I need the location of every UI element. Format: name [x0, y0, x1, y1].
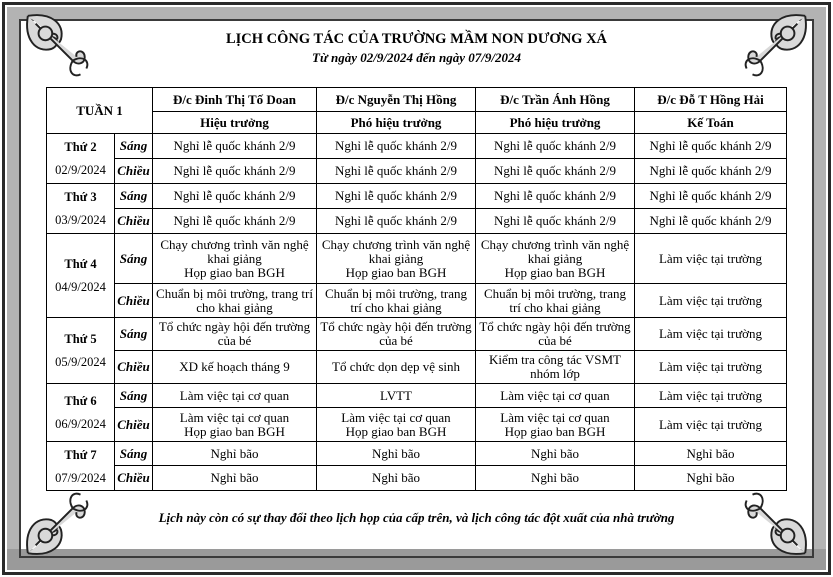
schedule-cell: Nghỉ lễ quốc khánh 2/9: [153, 134, 317, 159]
schedule-cell: Làm việc tại cơ quan Họp giao ban BGH: [153, 408, 317, 442]
schedule-cell: Tổ chức ngày hội đến trường của bé: [476, 318, 635, 351]
day-name: Thứ 4: [64, 257, 97, 271]
day-cell: [47, 134, 115, 184]
footer-note: Lịch này còn có sự thay đổi theo lịch họp của cấp trên, và lịch công tác đột xuất của nhà trường: [158, 510, 675, 525]
session-label: Sáng: [115, 234, 153, 284]
session-label: Chiều: [115, 159, 153, 184]
schedule-cell: Nghỉ lễ quốc khánh 2/9: [635, 159, 787, 184]
session-label: Sáng: [115, 384, 153, 408]
schedule-cell: Làm việc tại cơ quan Họp giao ban BGH: [317, 408, 476, 442]
session-label: Chiều: [115, 408, 153, 442]
session-label: Sáng: [115, 184, 153, 209]
schedule-row: [47, 234, 787, 284]
session-label: Sáng: [115, 318, 153, 351]
schedule-cell: Tổ chức ngày hội đến trường của bé: [317, 318, 476, 351]
schedule-cell: LVTT: [317, 384, 476, 408]
schedule-cell: Làm việc tại cơ quan: [476, 384, 635, 408]
staff-role-3: Phó hiệu trưởng: [476, 112, 635, 134]
schedule-cell: Làm việc tại trường: [635, 234, 787, 284]
schedule-cell: Nghỉ bão: [476, 466, 635, 491]
document-date-range: Từ ngày 02/9/2024 đến ngày 07/9/2024: [312, 50, 521, 65]
staff-name-2: Đ/c Nguyễn Thị Hồng: [317, 88, 476, 112]
schedule-cell: Nghỉ bão: [153, 466, 317, 491]
schedule-cell: Nghỉ lễ quốc khánh 2/9: [317, 209, 476, 234]
schedule-body: [47, 134, 787, 491]
session-label: Sáng: [115, 134, 153, 159]
schedule-cell: Nghỉ bão: [635, 442, 787, 466]
day-date: 07/9/2024: [55, 470, 106, 485]
day-name: Thứ 3: [64, 190, 97, 204]
staff-role-2: Phó hiệu trưởng: [317, 112, 476, 134]
day-name: Thứ 5: [64, 332, 97, 346]
schedule-row: [47, 184, 787, 209]
schedule-row: [47, 159, 787, 184]
staff-name-4: Đ/c Đỗ T Hồng Hải: [635, 88, 787, 112]
schedule-row: [47, 318, 787, 351]
schedule-cell: Chuẩn bị môi trường, trang trí cho khai giảng: [476, 284, 635, 318]
schedule-cell: Nghỉ lễ quốc khánh 2/9: [476, 184, 635, 209]
session-label: Chiều: [115, 209, 153, 234]
day-name: Thứ 2: [64, 140, 97, 154]
schedule-cell: Nghỉ lễ quốc khánh 2/9: [635, 134, 787, 159]
staff-name-1: Đ/c Đinh Thị Tố Doan: [153, 88, 317, 112]
schedule-cell: Tổ chức dọn dẹp vệ sinh: [317, 351, 476, 384]
schedule-cell: Nghỉ lễ quốc khánh 2/9: [153, 184, 317, 209]
day-cell: [47, 318, 115, 384]
day-date: 04/9/2024: [55, 280, 106, 294]
schedule-cell: Làm việc tại trường: [635, 408, 787, 442]
schedule-cell: Nghỉ lễ quốc khánh 2/9: [153, 159, 317, 184]
document-title: LỊCH CÔNG TÁC CỦA TRƯỜNG MẦM NON DƯƠNG XÁ: [225, 31, 608, 47]
schedule-row: [47, 351, 787, 384]
schedule-row: [47, 284, 787, 318]
schedule-cell: Chạy chương trình văn nghệ khai giảng Họp giao ban BGH: [153, 234, 317, 284]
day-cell: [47, 184, 115, 234]
schedule-row: [47, 209, 787, 234]
staff-role-4: Kế Toán: [635, 112, 787, 134]
schedule-cell: Nghỉ lễ quốc khánh 2/9: [476, 209, 635, 234]
schedule-cell: Làm việc tại trường: [635, 284, 787, 318]
day-date: 06/9/2024: [55, 417, 106, 431]
schedule-row: [47, 466, 787, 491]
schedule-row: [47, 442, 787, 466]
day-date: 05/9/2024: [55, 355, 106, 369]
schedule-cell: Nghỉ bão: [317, 442, 476, 466]
schedule-cell: Làm việc tại cơ quan Họp giao ban BGH: [476, 408, 635, 442]
staff-name-3: Đ/c Trần Ánh Hồng: [476, 88, 635, 112]
day-cell: [47, 442, 115, 491]
schedule-cell: Làm việc tại trường: [635, 351, 787, 384]
week-label: TUẦN 1: [47, 88, 153, 134]
schedule-cell: Nghỉ lễ quốc khánh 2/9: [476, 134, 635, 159]
schedule-cell: Nghỉ lễ quốc khánh 2/9: [153, 209, 317, 234]
schedule-table: [46, 87, 787, 491]
schedule-cell: Kiểm tra công tác VSMT nhóm lớp: [476, 351, 635, 384]
schedule-cell: Nghỉ lễ quốc khánh 2/9: [317, 159, 476, 184]
schedule-cell: Nghỉ lễ quốc khánh 2/9: [635, 209, 787, 234]
session-label: Chiều: [115, 284, 153, 318]
day-date: 03/9/2024: [55, 213, 106, 227]
schedule-row: [47, 408, 787, 442]
schedule-cell: Nghỉ lễ quốc khánh 2/9: [317, 184, 476, 209]
day-date: 02/9/2024: [55, 163, 106, 177]
schedule-cell: Nghỉ bão: [635, 466, 787, 491]
schedule-cell: Tổ chức ngày hội đến trường của bé: [153, 318, 317, 351]
schedule-cell: XD kế hoạch tháng 9: [153, 351, 317, 384]
day-name: Thứ 6: [64, 394, 97, 408]
day-cell: [47, 384, 115, 442]
schedule-cell: Làm việc tại trường: [635, 384, 787, 408]
schedule-cell: Chuẩn bị môi trường, trang trí cho khai giảng: [317, 284, 476, 318]
schedule-cell: Nghỉ lễ quốc khánh 2/9: [635, 184, 787, 209]
schedule-cell: Chạy chương trình văn nghệ khai giảng Họp giao ban BGH: [476, 234, 635, 284]
day-cell: [47, 234, 115, 318]
fleur-de-lis-ornament-icon: [22, 10, 100, 88]
fleur-de-lis-ornament-icon: [733, 10, 811, 88]
session-label: Sáng: [115, 442, 153, 466]
schedule-cell: Nghỉ bão: [153, 442, 317, 466]
schedule-cell: Nghỉ lễ quốc khánh 2/9: [476, 159, 635, 184]
schedule-cell: Chuẩn bị môi trường, trang trí cho khai giảng: [153, 284, 317, 318]
session-label: Chiều: [115, 466, 153, 491]
staff-role-1: Hiệu trưởng: [153, 112, 317, 134]
session-label: Chiều: [115, 351, 153, 384]
schedule-cell: Chạy chương trình văn nghệ khai giảng Họp giao ban BGH: [317, 234, 476, 284]
schedule-cell: Làm việc tại cơ quan: [153, 384, 317, 408]
schedule-row: [47, 384, 787, 408]
day-name: Thứ 7: [64, 447, 97, 462]
schedule-cell: Nghỉ bão: [317, 466, 476, 491]
schedule-cell: Nghỉ bão: [476, 442, 635, 466]
schedule-cell: Làm việc tại trường: [635, 318, 787, 351]
schedule-cell: Nghỉ lễ quốc khánh 2/9: [317, 134, 476, 159]
schedule-row: [47, 134, 787, 159]
